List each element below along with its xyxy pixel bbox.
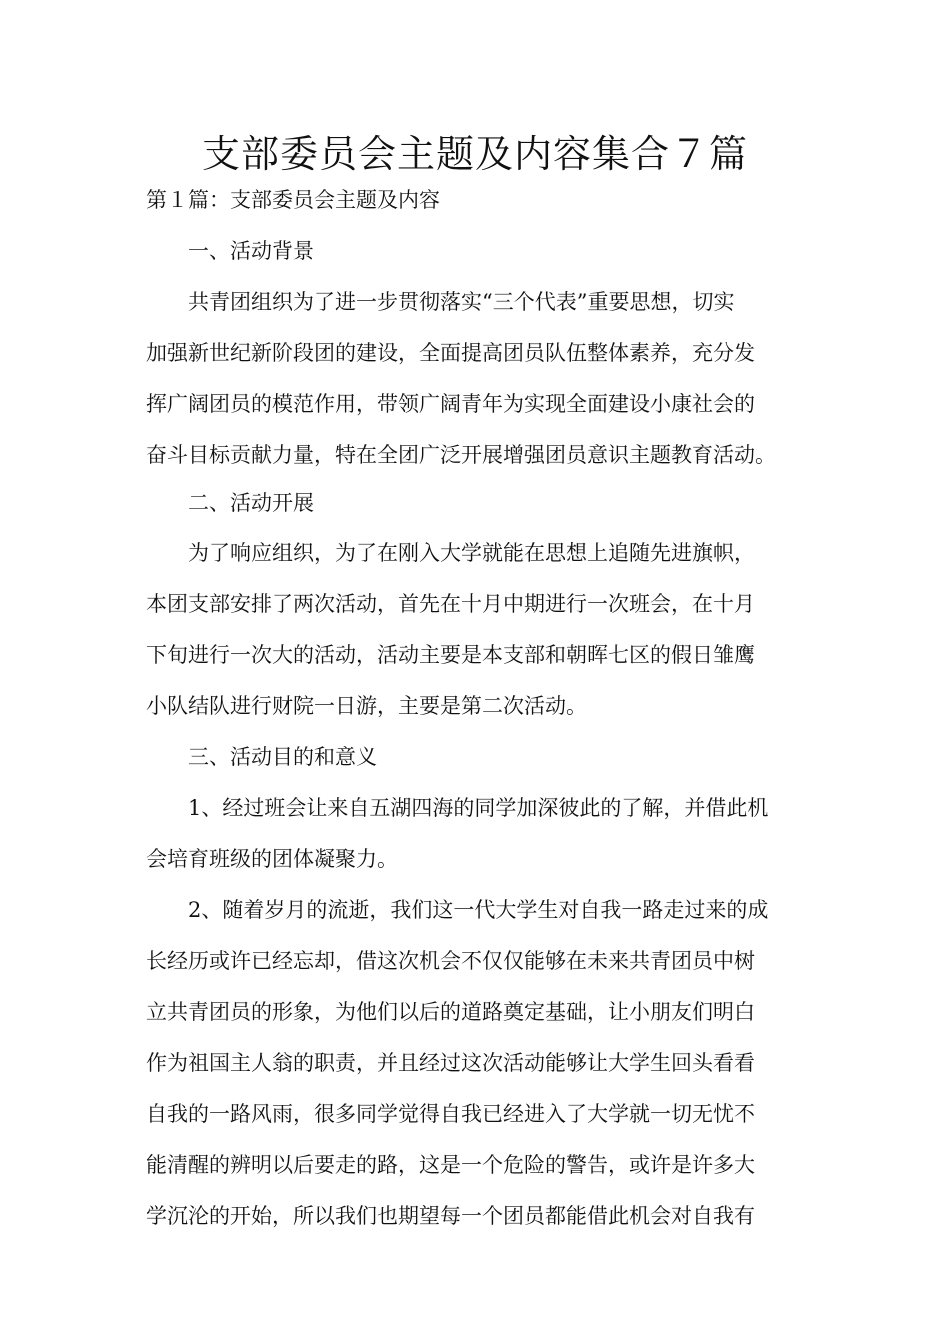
text-line: 会培育班级的团体凝聚力。: [146, 847, 398, 871]
text-line: 挥广阔团员的模范作用，带领广阔青年为实现全面建设小康社会的: [146, 392, 755, 416]
text-line: 加强新世纪新阶段团的建设，全面提高团员队伍整体素养，充分发: [146, 341, 755, 365]
text-line: 下旬进行一次大的活动，活动主要是本支部和朝晖七区的假日雏鹰: [146, 643, 755, 667]
text-line: 学沉沦的开始，所以我们也期望每一个团员都能借此机会对自我有: [146, 1204, 755, 1228]
heading-purpose: 三、活动目的和意义: [188, 745, 377, 769]
text-line: 作为祖国主人翁的职责，并且经过这次活动能够让大学生回头看看: [146, 1051, 755, 1075]
text-line: 自我的一路风雨，很多同学觉得自我已经进入了大学就一切无忧不: [146, 1102, 755, 1126]
text-line: 小队结队进行财院一日游，主要是第二次活动。: [146, 694, 587, 718]
text-line: 本团支部安排了两次活动，首先在十月中期进行一次班会，在十月: [146, 592, 755, 616]
heading-background: 一、活动背景: [188, 239, 314, 263]
text-line: 奋斗目标贡献力量，特在全团广泛开展增强团员意识主题教育活动。: [146, 443, 776, 467]
text-line: 1、经过班会让来自五湖四海的同学加深彼此的了解，并借此机: [188, 796, 769, 820]
section-subtitle: 第１篇：支部委员会主题及内容: [146, 188, 440, 212]
text-line: 2、随着岁月的流逝，我们这一代大学生对自我一路走过来的成: [188, 898, 769, 922]
text-line: 共青团组织为了进一步贯彻落实“三个代表”重要思想，切实: [188, 290, 735, 314]
text-line: 能清醒的辨明以后要走的路，这是一个危险的警告，或许是许多大: [146, 1153, 755, 1177]
text-line: 为了响应组织，为了在刚入大学就能在思想上追随先进旗帜，: [188, 541, 755, 565]
document-title: 支部委员会主题及内容集合７篇: [201, 132, 748, 176]
text-line: 长经历或许已经忘却，借这次机会不仅仅能够在未来共青团员中树: [146, 949, 755, 973]
heading-activity: 二、活动开展: [188, 491, 314, 515]
text-line: 立共青团员的形象，为他们以后的道路奠定基础，让小朋友们明白: [146, 1000, 755, 1024]
